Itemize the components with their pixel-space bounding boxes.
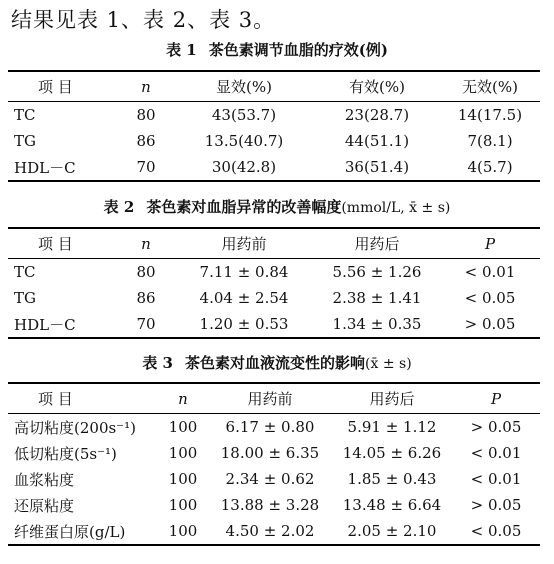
table-row xyxy=(8,466,540,492)
table2-header: 项 目 xyxy=(8,228,118,259)
table3-cell: 100 xyxy=(168,496,198,514)
table1-header: 无效(%) xyxy=(440,71,540,102)
intro-text: 结果见表 1、表 2、表 3。 xyxy=(11,8,276,32)
table3-cell: < 0.01 xyxy=(470,444,522,462)
table1-header: 有效(%) xyxy=(314,71,440,102)
table2-cell: 2.38 ± 1.41 xyxy=(332,289,422,307)
table3-cell: < 0.05 xyxy=(452,518,540,545)
table3-caption xyxy=(0,352,554,373)
table-row xyxy=(8,128,540,154)
table1-cell: TG xyxy=(14,132,36,150)
table1-header: 项 目 xyxy=(8,71,118,102)
table1-cell: 44(51.1) xyxy=(344,132,410,150)
table2-cell: HDL－C xyxy=(8,311,118,338)
table3-cell: 100 xyxy=(168,444,198,462)
table-row xyxy=(8,492,540,518)
table2-header: P xyxy=(440,228,540,259)
table3-cell: 纤维蛋白原(g/L) xyxy=(8,518,158,545)
table1-cell: 7(8.1) xyxy=(467,132,513,150)
table2-header: n xyxy=(118,228,174,259)
table1-cell: 70 xyxy=(118,154,174,181)
table2-cell: 1.34 ± 0.35 xyxy=(314,311,440,338)
table2-cell: TG xyxy=(14,289,36,307)
table2-header-row xyxy=(8,228,540,259)
table3-cell: 13.88 ± 3.28 xyxy=(220,496,320,514)
table3-cell: 18.00 ± 6.35 xyxy=(220,444,320,462)
table3-cell: 100 xyxy=(168,418,198,436)
table2-cell: < 0.05 xyxy=(464,289,516,307)
table3 xyxy=(8,382,540,546)
table3-title: 茶色素对血液流变性的影响 xyxy=(185,354,366,372)
table3-header: 项 目 xyxy=(8,383,158,414)
table3-cell: 2.34 ± 0.62 xyxy=(225,470,315,488)
table2-cell: > 0.05 xyxy=(440,311,540,338)
table2-cell: TC xyxy=(14,263,36,281)
table1 xyxy=(8,70,540,182)
table3-header: P xyxy=(452,383,540,414)
table2 xyxy=(8,227,540,339)
table2-cell: 4.04 ± 2.54 xyxy=(199,289,289,307)
table1-cell: 30(42.8) xyxy=(174,154,314,181)
table1-cell: TC xyxy=(14,106,36,124)
table2-cell: 70 xyxy=(118,311,174,338)
table2-unit: (mmol/L, x̄ ± s) xyxy=(341,200,451,216)
table2-cell: 7.11 ± 0.84 xyxy=(199,263,289,281)
table-row xyxy=(8,414,540,441)
table3-header: 用药后 xyxy=(332,383,452,414)
table1-cell: 14(17.5) xyxy=(457,106,523,124)
table3-cell: 100 xyxy=(158,518,208,545)
table-row xyxy=(8,440,540,466)
table3-cell: 4.50 ± 2.02 xyxy=(208,518,332,545)
table3-label: 表 3 xyxy=(142,354,173,372)
table1-header-row xyxy=(8,71,540,102)
table1-title: 茶色素调节血脂的疗效(例) xyxy=(208,41,388,59)
table3-unit: (x̄ ± s) xyxy=(365,356,412,372)
table2-header: 用药后 xyxy=(314,228,440,259)
table3-cell: > 0.05 xyxy=(470,496,522,514)
table3-header-row xyxy=(8,383,540,414)
table2-cell: 5.56 ± 1.26 xyxy=(332,263,422,281)
table1-cell: 80 xyxy=(136,106,156,124)
table-row xyxy=(8,285,540,311)
table2-cell: 86 xyxy=(136,289,156,307)
table3-cell: 还原粘度 xyxy=(14,496,75,515)
table3-header: n xyxy=(158,383,208,414)
table-row xyxy=(8,311,540,338)
table3-cell: 13.48 ± 6.64 xyxy=(342,496,442,514)
table3-cell: 100 xyxy=(168,470,198,488)
table2-label: 表 2 xyxy=(103,198,135,216)
table3-cell: 1.85 ± 0.43 xyxy=(347,470,437,488)
table3-header: 用药前 xyxy=(208,383,332,414)
table1-header: n xyxy=(118,71,174,102)
table2-cell: < 0.01 xyxy=(464,263,516,281)
table1-cell: 36(51.4) xyxy=(314,154,440,181)
table1-cell: 4(5.7) xyxy=(440,154,540,181)
table3-cell: 2.05 ± 2.10 xyxy=(332,518,452,545)
table3-cell: 低切粘度(5s⁻¹) xyxy=(14,444,117,463)
table3-cell: 6.17 ± 0.80 xyxy=(225,418,315,436)
table1-cell: 23(28.7) xyxy=(344,106,410,124)
table3-cell: > 0.05 xyxy=(470,418,522,436)
table3-cell: 14.05 ± 6.26 xyxy=(342,444,442,462)
table1-cell: 86 xyxy=(136,132,156,150)
table1-cell: 43(53.7) xyxy=(211,106,277,124)
table3-cell: < 0.01 xyxy=(470,470,522,488)
table3-cell: 高切粘度(200s⁻¹) xyxy=(14,418,136,437)
table3-cell: 血浆粘度 xyxy=(14,470,75,489)
table2-caption xyxy=(0,196,554,217)
table-row xyxy=(8,154,540,181)
table2-cell: 80 xyxy=(136,263,156,281)
table1-label: 表 1 xyxy=(166,41,197,59)
table1-cell: 13.5(40.7) xyxy=(204,132,284,150)
table2-header: 用药前 xyxy=(174,228,314,259)
table-row xyxy=(8,259,540,286)
table2-title: 茶色素对血脂异常的改善幅度 xyxy=(146,198,342,216)
table1-caption xyxy=(0,39,554,60)
table1-cell: HDL－C xyxy=(8,154,118,181)
table-row xyxy=(8,102,540,129)
table3-cell: 5.91 ± 1.12 xyxy=(347,418,437,436)
table1-header: 显效(%) xyxy=(174,71,314,102)
table-row xyxy=(8,518,540,545)
table2-cell: 1.20 ± 0.53 xyxy=(174,311,314,338)
